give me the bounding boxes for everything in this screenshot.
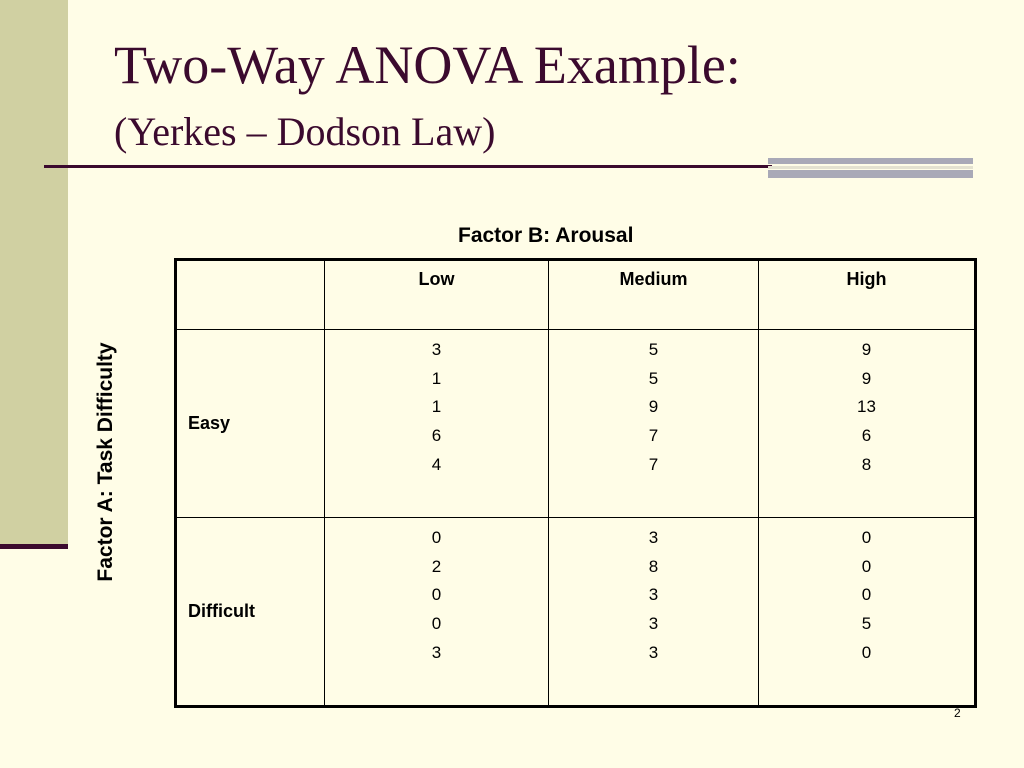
- column-factor-label: Factor B: Arousal: [458, 224, 634, 247]
- data-value: 5: [861, 613, 872, 633]
- data-value: 3: [648, 613, 659, 633]
- data-value: 0: [861, 527, 872, 547]
- data-value: 8: [648, 556, 659, 576]
- row-label-difficult: Difficult: [176, 517, 325, 706]
- cell-easy-high: [759, 330, 976, 518]
- table-corner-cell: [176, 260, 325, 330]
- data-value: 9: [861, 368, 872, 388]
- data-value: 13: [857, 397, 876, 417]
- data-value: 0: [431, 527, 442, 547]
- data-value: 7: [648, 454, 659, 474]
- column-header-low: Low: [325, 260, 549, 330]
- anova-data-table: [174, 258, 977, 708]
- data-value: 3: [648, 585, 659, 605]
- cell-easy-low: [325, 330, 549, 518]
- data-value: 0: [431, 585, 442, 605]
- data-value: 6: [431, 426, 442, 446]
- data-value: 7: [648, 426, 659, 446]
- row-label-easy: Easy: [176, 330, 325, 518]
- table-row-difficult: [176, 517, 976, 706]
- data-value: 5: [648, 368, 659, 388]
- table-row-easy: [176, 330, 976, 518]
- cell-difficult-high: [759, 517, 976, 706]
- data-value: 3: [431, 340, 442, 359]
- data-value: 0: [861, 556, 872, 576]
- column-header-medium: Medium: [549, 260, 759, 330]
- data-value: 0: [431, 613, 442, 633]
- cell-difficult-medium: [549, 517, 759, 706]
- data-value: 3: [648, 642, 659, 662]
- data-value: 6: [861, 426, 872, 446]
- cell-easy-medium: [549, 330, 759, 518]
- data-value: 3: [431, 642, 442, 662]
- page-number: 2: [954, 706, 961, 720]
- slide-title: Two-Way ANOVA Example:: [114, 35, 741, 95]
- row-factor-label: Factor A: Task Difficulty: [94, 342, 117, 582]
- data-value: 9: [861, 340, 872, 359]
- title-divider-accent: [768, 158, 973, 178]
- data-value: 2: [431, 556, 442, 576]
- cell-difficult-low: [325, 517, 549, 706]
- table-header-row: [176, 260, 976, 330]
- data-value: 3: [648, 527, 659, 547]
- data-value: 0: [861, 585, 872, 605]
- data-value: 5: [648, 340, 659, 359]
- data-value: 9: [648, 397, 659, 417]
- data-value: 1: [431, 368, 442, 388]
- title-divider: [44, 165, 772, 168]
- slide-subtitle: (Yerkes – Dodson Law): [114, 109, 496, 154]
- left-accent-band: [0, 0, 68, 548]
- data-value: 8: [861, 454, 872, 474]
- data-value: 0: [861, 642, 872, 662]
- data-value: 1: [431, 397, 442, 417]
- column-header-high: High: [759, 260, 976, 330]
- data-value: 4: [431, 454, 442, 474]
- left-accent-line: [0, 544, 68, 549]
